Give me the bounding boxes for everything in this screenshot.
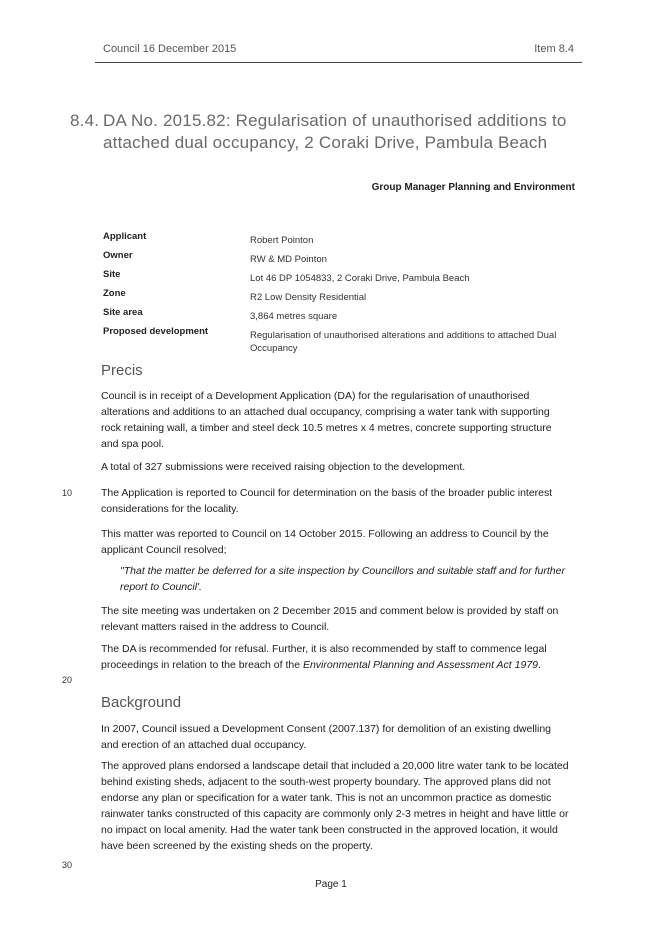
report-author: Group Manager Planning and Environment — [371, 182, 575, 193]
precis-paragraph-5: The site meeting was undertaken on 2 December 2015 and comment below is provided by staff on relevant matters raised in the address to Council. — [101, 605, 559, 633]
meta-value: Robert Pointon — [250, 235, 314, 246]
meta-value: RW & MD Pointon — [250, 254, 327, 265]
precis-paragraph-3: The Application is reported to Council for determination on the basis of the broader public interest considerations for the locality. — [101, 487, 553, 515]
header-item-number: Item 8.4 — [534, 43, 574, 55]
meta-label: Zone — [103, 288, 126, 299]
council-resolution-quote: "That the matter be deferred for a site inspection by Councillors and suitable staff and for further report to Council'. — [120, 565, 565, 593]
meta-label: Site — [103, 269, 121, 280]
precis-paragraph-6 — [101, 641, 571, 673]
meta-label: Proposed development — [103, 326, 209, 337]
title-number: 8.4. — [70, 111, 100, 130]
meta-value: R2 Low Density Residential — [250, 292, 367, 303]
line-number-10: 10 — [62, 488, 73, 498]
title-line-2: attached dual occupancy, 2 Coraki Drive, Pambula Beach — [103, 133, 548, 152]
meta-label: Owner — [103, 250, 133, 261]
paragraph-end: . — [538, 659, 541, 671]
line-number-30: 30 — [62, 860, 73, 870]
precis-heading: Precis — [101, 362, 143, 379]
precis-paragraph-4: This matter was reported to Council on 14 October 2015. Following an address to Council by the applicant Council resolved; — [101, 528, 549, 556]
title-line-1: DA No. 2015.82: Regularisation of unauthorised additions to — [103, 111, 567, 130]
meta-value: 3,864 metres square — [250, 311, 338, 322]
background-paragraph-1: In 2007, Council issued a Development Consent (2007.137) for demolition of an existing dwelling and erection of an attached dual occupancy. — [101, 723, 552, 751]
act-title: Environmental Planning and Assessment Act 1979 — [302, 659, 538, 671]
background-heading: Background — [101, 694, 182, 711]
meta-label: Applicant — [103, 231, 147, 242]
header-meeting-date: Council 16 December 2015 — [103, 43, 237, 55]
meta-value: Regularisation of unauthorised alterations and additions to attached Dual Occupancy — [250, 330, 557, 354]
precis-paragraph-1: Council is in receipt of a Development Application (DA) for the regularisation of unauthorised alterations and additions to an attached dual occupancy, comprising a water tank with supporting rock retaining wall, a timber and steel deck 10.5 metres x 4 metres, concrete supporting structure and spa pool. — [101, 390, 552, 450]
line-number-20: 20 — [62, 675, 73, 685]
precis-paragraph-2: A total of 327 submissions were received raising objection to the development. — [101, 461, 466, 473]
report-title — [70, 110, 590, 154]
background-paragraph-2: The approved plans endorsed a landscape detail that included a 20,000 litre water tank to be located behind existing sheds, adjacent to the south-west property boundary. The approved plans did not endorse any plan or specification for a water tank. This is not an uncommon practice as domestic rainwater tanks constructed of this capacity are commonly only 2-3 metres in height and have little or no impact on local amenity. Had the water tank been constructed in the approved location, it would have been screened by the existing sheds on the property. — [101, 760, 569, 852]
meta-value: Lot 46 DP 1054833, 2 Coraki Drive, Pambula Beach — [250, 273, 470, 284]
header-rule — [95, 62, 582, 63]
paragraph-text: The DA is recommended for refusal. Further, it is also recommended by staff to commence legal proceedings in relation to the breach of the — [101, 643, 547, 671]
page-number: Page 1 — [315, 879, 347, 890]
meta-label: Site area — [103, 307, 143, 318]
